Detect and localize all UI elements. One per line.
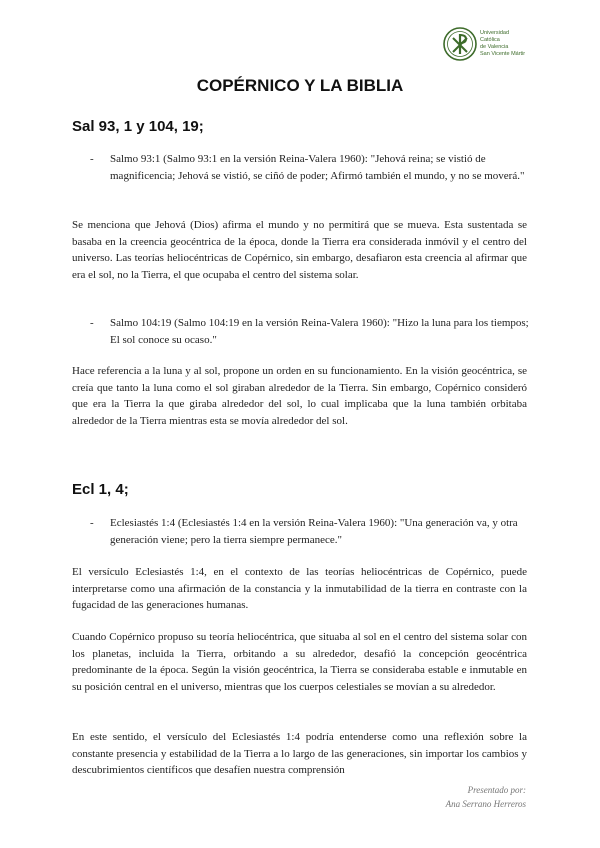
section-heading: Sal 93, 1 y 104, 19; (72, 118, 204, 135)
bullet-item (90, 151, 530, 185)
chi-rho-seal-icon (443, 27, 477, 61)
paragraph: Se menciona que Jehová (Dios) afirma el mundo y no permitirá que se mueva. Esta sustentada se basaba en la creencia geocéntrica de la época, donde la Tierra era considerada inmóvil y el centro del universo. Las teorías heliocéntricas de Copérnico, sin embargo, desafiaron esta creencia al afirmar que era el sol, no la Tierra, el que ocupaba el centro del sistema solar. (72, 219, 527, 281)
bullet-text: Salmo 104:19 (Salmo 104:19 en la versión Reina-Valera 1960): "Hizo la luna para los tiempos; El sol conoce su ocaso." (110, 317, 529, 346)
section-heading: Ecl 1, 4; (72, 481, 129, 498)
logo-wordmark (480, 30, 525, 58)
bullet-marker: - (90, 517, 94, 529)
bullet-marker: - (90, 153, 94, 165)
bullet-marker: - (90, 317, 94, 329)
logo-line: Universidad (480, 30, 510, 36)
logo-line: San Vicente Mártir (480, 51, 526, 57)
presented-by-label: Presentado por: (467, 785, 526, 795)
bullet-text: Salmo 93:1 (Salmo 93:1 en la versión Reina-Valera 1960): "Jehová reina; se vistió de magnificencia; Jehová se vistió, se ciñó de poder; Afirmó también el mundo, y no se moverá." (110, 153, 525, 182)
document-title: COPÉRNICO Y LA BIBLIA (196, 76, 404, 95)
paragraph: Hace referencia a la luna y al sol, propone un orden en su funcionamiento. En la visión geocéntrica, se creía que tanto la luna como el sol giraban alrededor de la Tierra. Sin embargo, Copérnico consideró que era la Tierra la que giraba alrededor del sol, lo cual implicaba que la luna también orbitaba alrededor de la Tierra mientras esta se movía alrededor del sol. (72, 365, 527, 427)
bullet-item (90, 315, 530, 349)
logo-line: Católica (480, 37, 500, 43)
presenter-credit (330, 783, 526, 811)
bullet-text: Eclesiastés 1:4 (Eclesiastés 1:4 en la versión Reina-Valera 1960): "Una generación va, y otra generación viene; pero la tierra siempre permanece." (110, 517, 518, 546)
paragraph: En este sentido, el versículo del Eclesiastés 1:4 podría entenderse como una reflexión sobre la constante presencia y estabilidad de la Tierra a lo largo de las generaciones, sin importar los cambios y descubrimientos científicos que desafíen nuestra comprensión (72, 731, 527, 776)
university-logo (443, 26, 558, 62)
paragraph: Cuando Copérnico propuso su teoría heliocéntrica, que situaba al sol en el centro del sistema solar con los planetas, incluida la Tierra, orbitando a su alrededor, desafió la concepción geocéntrica predominante de la época. Según la visión geocéntrica, la Tierra se consideraba estable e inmutable en su posición central en el universo, mientras que los cuerpos celestiales se movían a su alrededor. (72, 631, 527, 693)
paragraph: El versículo Eclesiastés 1:4, en el contexto de las teorías heliocéntricas de Copérnico, puede interpretarse como una afirmación de la constancia y la inmutabilidad de la tierra en contraste con la fugacidad de las generaciones humanas. (72, 566, 527, 611)
presenter-name: Ana Serrano Herreros (445, 799, 526, 809)
bullet-item (90, 515, 530, 549)
logo-line: de Valencia (480, 44, 509, 50)
